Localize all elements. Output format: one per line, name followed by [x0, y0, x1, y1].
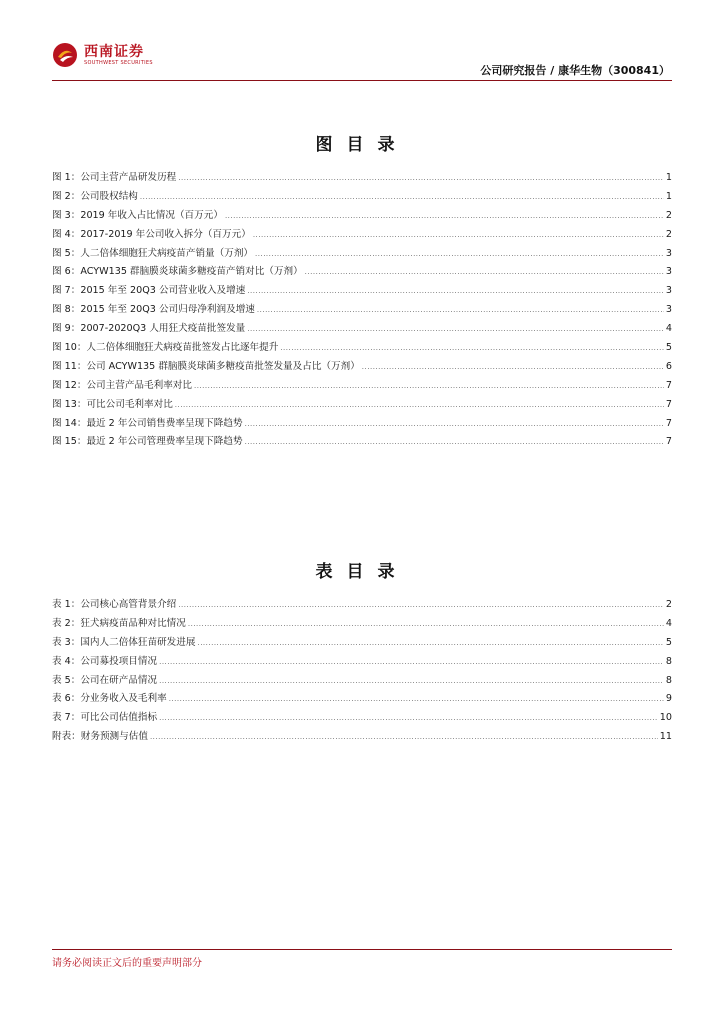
figure-entry[interactable]: 图 5：人二倍体细胞狂犬病疫苗产销量（万剂） ..... 3 [52, 245, 672, 264]
company-logo [52, 42, 153, 68]
table-entry[interactable]: 表 1：公司核心高管背景介绍 ..... 2 [52, 596, 672, 615]
figure-list-title: 图目录 [315, 135, 409, 155]
figure-entry[interactable]: 图 7：2015 年至 20Q3 公司营业收入及增速 ..... 3 [52, 282, 672, 301]
table-entry[interactable]: 附表：财务预测与估值 ..... 11 [52, 728, 672, 747]
figure-entry[interactable]: 图 15：最近 2 年公司管理费率呈现下降趋势 ..... 7 [52, 433, 672, 452]
table-list-title: 表目录 [315, 562, 409, 582]
figure-entry[interactable]: 图 4：2017-2019 年公司收入拆分（百万元） ..... 2 [52, 226, 672, 245]
figure-entry[interactable]: 图 10：人二倍体细胞狂犬病疫苗批签发占比逐年提升 ..... 5 [52, 339, 672, 358]
table-entry[interactable]: 表 7：可比公司估值指标 ..... 10 [52, 709, 672, 728]
table-entry[interactable]: 表 2：狂犬病疫苗品种对比情况 ..... 4 [52, 615, 672, 634]
figure-entry[interactable]: 图 11：公司 ACYW135 群脑膜炎球菌多糖疫苗批签发量及占比（万剂） ..... 6 [52, 358, 672, 377]
figure-list [52, 169, 672, 452]
footer-divider [52, 949, 672, 950]
table-entry[interactable]: 表 6：分业务收入及毛利率 ..... 9 [52, 690, 672, 709]
footer-disclaimer: 请务必阅读正文后的重要声明部分 [52, 958, 202, 969]
table-entry[interactable]: 表 4：公司募投项目情况 ..... 8 [52, 653, 672, 672]
figure-entry[interactable]: 图 9：2007-2020Q3 人用狂犬疫苗批签发量 ..... 4 [52, 320, 672, 339]
figure-entry[interactable]: 图 12：公司主营产品毛利率对比 ..... 7 [52, 377, 672, 396]
table-entry[interactable]: 表 5：公司在研产品情况 ..... 8 [52, 672, 672, 691]
figure-entry[interactable]: 图 6：ACYW135 群脑膜炎球菌多糖疫苗产销对比（万剂） ..... 3 [52, 263, 672, 282]
logo-icon [52, 42, 78, 68]
logo-english-name: SOUTHWEST SECURITIES [84, 59, 153, 66]
table-entry[interactable]: 表 3：国内人二倍体狂苗研发进展 ..... 5 [52, 634, 672, 653]
logo-chinese-name: 西南证券 [84, 43, 144, 60]
figure-entry[interactable]: 图 2：公司股权结构 ..... 1 [52, 188, 672, 207]
figure-entry[interactable]: 图 13：可比公司毛利率对比 ..... 7 [52, 396, 672, 415]
figure-entry[interactable]: 图 8：2015 年至 20Q3 公司归母净利润及增速 ..... 3 [52, 301, 672, 320]
figure-entry[interactable]: 图 3：2019 年收入占比情况（百万元） ..... 2 [52, 207, 672, 226]
figure-entry[interactable]: 图 14：最近 2 年公司销售费率呈现下降趋势 ..... 7 [52, 415, 672, 434]
figure-entry[interactable]: 图 1：公司主营产品研发历程 ..... 1 [52, 169, 672, 188]
header-divider [52, 80, 672, 81]
report-info: 公司研究报告 / 康华生物（300841） [480, 64, 670, 77]
table-list [52, 596, 672, 747]
